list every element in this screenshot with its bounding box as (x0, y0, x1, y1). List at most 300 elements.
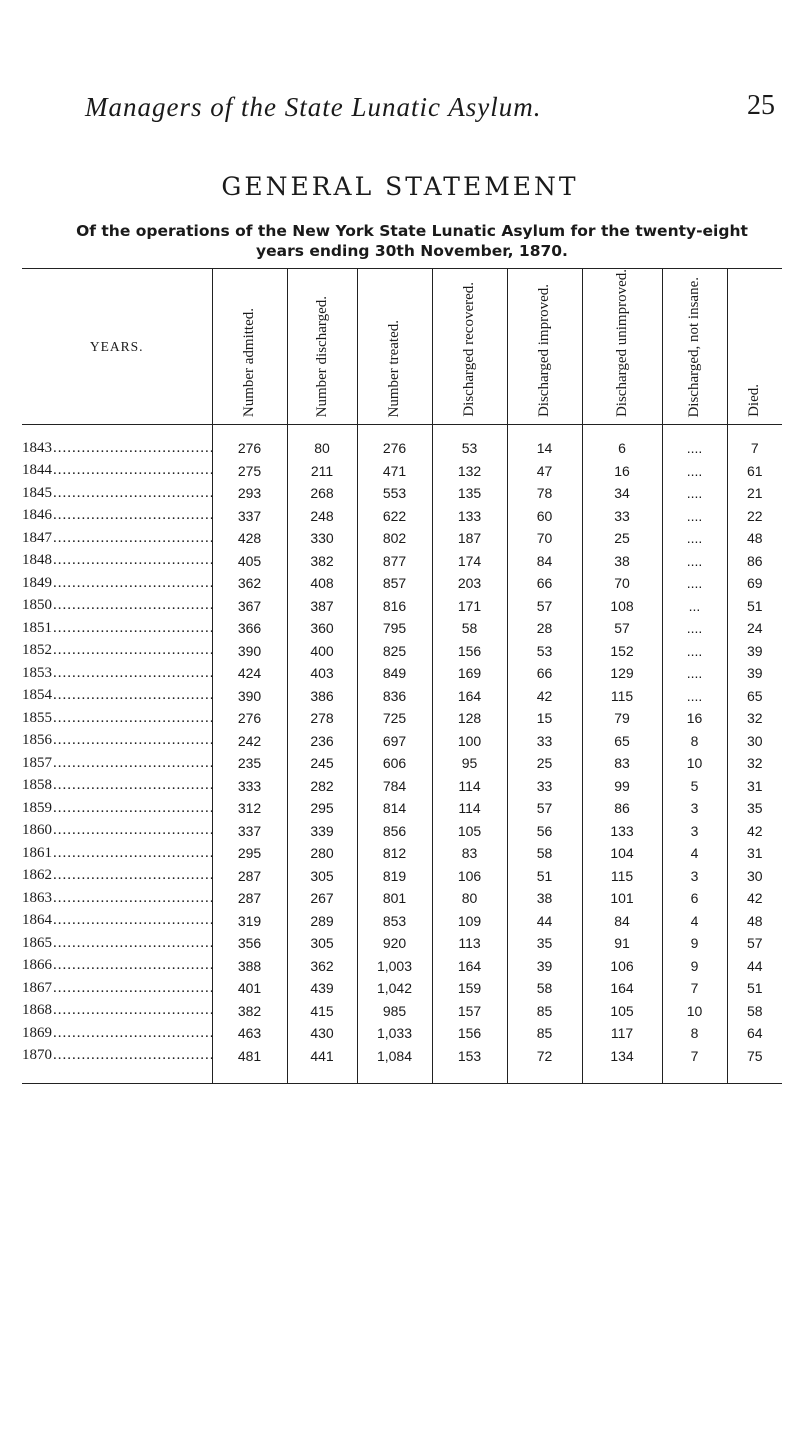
value-cell: 3 (662, 820, 727, 843)
value-cell: .... (662, 550, 727, 573)
value-cell: 553 (357, 482, 432, 505)
table-row (22, 752, 782, 775)
leader-dots (53, 1047, 212, 1064)
table-row (22, 640, 782, 663)
value-cell: 403 (287, 662, 357, 685)
year-label: 1854 (22, 687, 52, 704)
leader-dots (53, 867, 212, 884)
value-cell: 289 (287, 910, 357, 933)
value-cell: 362 (287, 955, 357, 978)
value-cell: 366 (212, 617, 287, 640)
table-row (22, 955, 782, 978)
value-cell: 7 (727, 425, 782, 460)
year-cell (22, 482, 212, 505)
table-body (22, 425, 782, 1084)
value-cell: 57 (507, 595, 582, 618)
value-cell: 8 (662, 730, 727, 753)
table-row (22, 730, 782, 753)
year-cell (22, 955, 212, 978)
column-header-label: Discharged recovered. (461, 282, 477, 418)
year-cell (22, 887, 212, 910)
value-cell: 428 (212, 527, 287, 550)
value-cell: 86 (727, 550, 782, 573)
value-cell: 83 (582, 752, 662, 775)
table-row (22, 460, 782, 483)
value-cell: 6 (582, 425, 662, 460)
column-header (287, 269, 357, 425)
value-cell: 32 (727, 752, 782, 775)
leader-dots (53, 485, 212, 502)
year-cell (22, 820, 212, 843)
value-cell: 853 (357, 910, 432, 933)
value-cell: 386 (287, 685, 357, 708)
year-cell-content (22, 912, 212, 929)
value-cell: 157 (432, 1000, 507, 1023)
column-header (507, 269, 582, 425)
column-header (432, 269, 507, 425)
value-cell: 825 (357, 640, 432, 663)
year-cell-content (22, 755, 212, 772)
year-cell (22, 775, 212, 798)
value-cell: 79 (582, 707, 662, 730)
year-label: 1867 (22, 979, 52, 996)
value-cell: 24 (727, 617, 782, 640)
table-row (22, 775, 782, 798)
value-cell: 280 (287, 842, 357, 865)
value-cell: 128 (432, 707, 507, 730)
year-cell-content (22, 687, 212, 704)
value-cell: 134 (582, 1045, 662, 1084)
year-cell-content (22, 957, 212, 974)
value-cell: 85 (507, 1022, 582, 1045)
table-row (22, 1045, 782, 1084)
value-cell: 101 (582, 887, 662, 910)
value-cell: 275 (212, 460, 287, 483)
value-cell: 51 (727, 977, 782, 1000)
table-row (22, 707, 782, 730)
value-cell: 28 (507, 617, 582, 640)
value-cell: 109 (432, 910, 507, 933)
year-cell-content (22, 732, 212, 749)
year-cell-content (22, 530, 212, 547)
value-cell: 75 (727, 1045, 782, 1084)
table-row (22, 505, 782, 528)
value-cell: 356 (212, 932, 287, 955)
year-cell (22, 932, 212, 955)
table-row (22, 1000, 782, 1023)
value-cell: 441 (287, 1045, 357, 1084)
value-cell: 7 (662, 1045, 727, 1084)
value-cell: 32 (727, 707, 782, 730)
column-header-label: Number treated. (386, 319, 402, 418)
year-label: 1850 (22, 597, 52, 614)
value-cell: 99 (582, 775, 662, 798)
year-label: 1869 (22, 1024, 52, 1041)
value-cell: 1,033 (357, 1022, 432, 1045)
value-cell: 117 (582, 1022, 662, 1045)
value-cell: .... (662, 640, 727, 663)
value-cell: 91 (582, 932, 662, 955)
value-cell: 362 (212, 572, 287, 595)
value-cell: 47 (507, 460, 582, 483)
year-cell (22, 707, 212, 730)
value-cell: 164 (432, 685, 507, 708)
value-cell: 70 (582, 572, 662, 595)
value-cell: 282 (287, 775, 357, 798)
value-cell: 80 (287, 425, 357, 460)
value-cell: 129 (582, 662, 662, 685)
value-cell: 415 (287, 1000, 357, 1023)
value-cell: 812 (357, 842, 432, 865)
table-row (22, 482, 782, 505)
value-cell: 10 (662, 752, 727, 775)
value-cell: 44 (727, 955, 782, 978)
value-cell: 430 (287, 1022, 357, 1045)
year-label: 1853 (22, 664, 52, 681)
value-cell: 245 (287, 752, 357, 775)
column-header-label: Number discharged. (313, 295, 330, 418)
value-cell: 78 (507, 482, 582, 505)
leader-dots (53, 1002, 212, 1019)
year-label: 1870 (22, 1047, 52, 1064)
value-cell: 132 (432, 460, 507, 483)
value-cell: 333 (212, 775, 287, 798)
value-cell: 83 (432, 842, 507, 865)
value-cell: 133 (582, 820, 662, 843)
value-cell: 58 (727, 1000, 782, 1023)
leader-dots (53, 687, 212, 704)
value-cell: 70 (507, 527, 582, 550)
value-cell: 25 (582, 527, 662, 550)
value-cell: 57 (507, 797, 582, 820)
value-cell: 836 (357, 685, 432, 708)
leader-dots (53, 912, 212, 929)
value-cell: 481 (212, 1045, 287, 1084)
leader-dots (53, 890, 212, 907)
year-cell (22, 460, 212, 483)
value-cell: 390 (212, 685, 287, 708)
value-cell: 156 (432, 640, 507, 663)
value-cell: 6 (662, 887, 727, 910)
year-label: 1862 (22, 867, 52, 884)
value-cell: 44 (507, 910, 582, 933)
value-cell: 42 (507, 685, 582, 708)
value-cell: 65 (727, 685, 782, 708)
value-cell: 61 (727, 460, 782, 483)
value-cell: 114 (432, 775, 507, 798)
table-row (22, 977, 782, 1000)
value-cell: 35 (507, 932, 582, 955)
column-header-label: Number admitted. (241, 307, 257, 418)
value-cell: 31 (727, 842, 782, 865)
year-cell-content (22, 620, 212, 637)
value-cell: 242 (212, 730, 287, 753)
value-cell: 100 (432, 730, 507, 753)
value-cell: 65 (582, 730, 662, 753)
table-row (22, 572, 782, 595)
year-label: 1866 (22, 957, 52, 974)
value-cell: 801 (357, 887, 432, 910)
year-label: 1848 (22, 552, 52, 569)
table-row (22, 797, 782, 820)
value-cell: 9 (662, 955, 727, 978)
leader-dots (53, 732, 212, 749)
column-header (212, 269, 287, 425)
year-label: 1857 (22, 754, 52, 771)
column-header-label: Died. (746, 384, 763, 418)
year-cell-content (22, 552, 212, 569)
value-cell: 408 (287, 572, 357, 595)
value-cell: 248 (287, 505, 357, 528)
value-cell: 849 (357, 662, 432, 685)
value-cell: 164 (582, 977, 662, 1000)
value-cell: 171 (432, 595, 507, 618)
value-cell: 39 (727, 662, 782, 685)
value-cell: 57 (727, 932, 782, 955)
table-header-row (22, 269, 782, 425)
value-cell: 38 (507, 887, 582, 910)
year-label: 1858 (22, 777, 52, 794)
value-cell: 819 (357, 865, 432, 888)
value-cell: 387 (287, 595, 357, 618)
value-cell: 268 (287, 482, 357, 505)
year-cell (22, 527, 212, 550)
year-label: 1847 (22, 529, 52, 546)
value-cell: 424 (212, 662, 287, 685)
value-cell: 278 (287, 707, 357, 730)
value-cell: 5 (662, 775, 727, 798)
value-cell: 135 (432, 482, 507, 505)
table-row (22, 550, 782, 573)
value-cell: 857 (357, 572, 432, 595)
value-cell: 69 (727, 572, 782, 595)
value-cell: .... (662, 527, 727, 550)
value-cell: 174 (432, 550, 507, 573)
value-cell: 113 (432, 932, 507, 955)
running-header (85, 92, 775, 132)
value-cell: 64 (727, 1022, 782, 1045)
year-cell (22, 595, 212, 618)
value-cell: 153 (432, 1045, 507, 1084)
year-cell (22, 550, 212, 573)
column-header-label: Discharged unimproved. (613, 269, 630, 418)
year-cell (22, 977, 212, 1000)
year-cell-content (22, 710, 212, 727)
year-label: 1845 (22, 484, 52, 501)
value-cell: 267 (287, 887, 357, 910)
year-cell-content (22, 800, 212, 817)
value-cell: 53 (432, 425, 507, 460)
leader-dots (53, 620, 212, 637)
column-header-label: Discharged improved. (536, 284, 552, 418)
leader-dots (53, 507, 212, 524)
table-row (22, 820, 782, 843)
leader-dots (53, 845, 212, 862)
value-cell: 38 (582, 550, 662, 573)
year-label: 1859 (22, 799, 52, 816)
value-cell: 9 (662, 932, 727, 955)
value-cell: 295 (212, 842, 287, 865)
value-cell: 382 (212, 1000, 287, 1023)
value-cell: 25 (507, 752, 582, 775)
year-cell-content (22, 1002, 212, 1019)
leader-dots (53, 552, 212, 569)
value-cell: 22 (727, 505, 782, 528)
value-cell: 35 (727, 797, 782, 820)
table-row (22, 595, 782, 618)
table-row (22, 932, 782, 955)
year-label: 1864 (22, 912, 52, 929)
value-cell: 360 (287, 617, 357, 640)
value-cell: 784 (357, 775, 432, 798)
year-cell-content (22, 867, 212, 884)
year-label: 1851 (22, 619, 52, 636)
value-cell: 30 (727, 730, 782, 753)
value-cell: 48 (727, 910, 782, 933)
value-cell: 8 (662, 1022, 727, 1045)
value-cell: 4 (662, 842, 727, 865)
year-cell (22, 1000, 212, 1023)
value-cell: 1,003 (357, 955, 432, 978)
year-label: 1849 (22, 574, 52, 591)
value-cell: .... (662, 425, 727, 460)
value-cell: 622 (357, 505, 432, 528)
value-cell: 3 (662, 865, 727, 888)
year-cell (22, 1022, 212, 1045)
value-cell: 31 (727, 775, 782, 798)
year-cell-content (22, 575, 212, 592)
year-cell-content (22, 1025, 212, 1042)
value-cell: 1,084 (357, 1045, 432, 1084)
value-cell: 51 (727, 595, 782, 618)
leader-dots (53, 822, 212, 839)
value-cell: 159 (432, 977, 507, 1000)
value-cell: 1,042 (357, 977, 432, 1000)
value-cell: 51 (507, 865, 582, 888)
value-cell: 34 (582, 482, 662, 505)
page-subtitle: Of the operations of the New York State Lunatic Asylum for the twenty-eight years ending 30th November, 1870. (76, 222, 748, 260)
value-cell: 95 (432, 752, 507, 775)
year-cell (22, 752, 212, 775)
table-row (22, 662, 782, 685)
column-header-label: Discharged, not insane. (686, 276, 702, 418)
value-cell: 86 (582, 797, 662, 820)
value-cell: 293 (212, 482, 287, 505)
value-cell: 276 (212, 707, 287, 730)
leader-dots (53, 755, 212, 772)
value-cell: 606 (357, 752, 432, 775)
year-cell-content (22, 462, 212, 479)
value-cell: 276 (212, 425, 287, 460)
value-cell: 439 (287, 977, 357, 1000)
value-cell: 115 (582, 865, 662, 888)
leader-dots (53, 462, 212, 479)
value-cell: 57 (582, 617, 662, 640)
year-cell-content (22, 1047, 212, 1064)
value-cell: .... (662, 685, 727, 708)
value-cell: 400 (287, 640, 357, 663)
value-cell: 42 (727, 820, 782, 843)
value-cell: 697 (357, 730, 432, 753)
year-label: 1843 (22, 439, 52, 456)
year-label: 1856 (22, 732, 52, 749)
value-cell: 287 (212, 887, 287, 910)
value-cell: 236 (287, 730, 357, 753)
value-cell: 276 (357, 425, 432, 460)
value-cell: 287 (212, 865, 287, 888)
value-cell: 337 (212, 505, 287, 528)
value-cell: 72 (507, 1045, 582, 1084)
page-title: GENERAL STATEMENT (221, 172, 579, 201)
table-row (22, 425, 782, 460)
year-label: 1860 (22, 822, 52, 839)
year-cell-content (22, 440, 212, 457)
value-cell: 106 (432, 865, 507, 888)
value-cell: 106 (582, 955, 662, 978)
column-header (727, 269, 782, 425)
value-cell: 58 (507, 977, 582, 1000)
year-label: 1846 (22, 507, 52, 524)
leader-dots (53, 642, 212, 659)
value-cell: 4 (662, 910, 727, 933)
table-row (22, 527, 782, 550)
year-cell (22, 572, 212, 595)
value-cell: 115 (582, 685, 662, 708)
value-cell: 169 (432, 662, 507, 685)
year-label: 1865 (22, 934, 52, 951)
value-cell: 104 (582, 842, 662, 865)
year-cell-content (22, 890, 212, 907)
year-cell-content (22, 935, 212, 952)
year-cell (22, 662, 212, 685)
value-cell: 463 (212, 1022, 287, 1045)
table-row (22, 842, 782, 865)
year-cell-content (22, 665, 212, 682)
leader-dots (53, 800, 212, 817)
value-cell: 305 (287, 865, 357, 888)
value-cell: 84 (507, 550, 582, 573)
value-cell: 795 (357, 617, 432, 640)
value-cell: 339 (287, 820, 357, 843)
year-cell (22, 730, 212, 753)
leader-dots (53, 1025, 212, 1042)
leader-dots (53, 665, 212, 682)
value-cell: 235 (212, 752, 287, 775)
table-row (22, 685, 782, 708)
leader-dots (53, 935, 212, 952)
year-label: 1863 (22, 889, 52, 906)
column-header (662, 269, 727, 425)
value-cell: 108 (582, 595, 662, 618)
value-cell: 203 (432, 572, 507, 595)
year-label: 1855 (22, 709, 52, 726)
value-cell: 985 (357, 1000, 432, 1023)
year-cell-content (22, 777, 212, 794)
leader-dots (53, 957, 212, 974)
value-cell: 66 (507, 662, 582, 685)
table-row (22, 910, 782, 933)
value-cell: 337 (212, 820, 287, 843)
value-cell: 105 (582, 1000, 662, 1023)
leader-dots (53, 530, 212, 547)
year-cell-content (22, 642, 212, 659)
value-cell: 60 (507, 505, 582, 528)
value-cell: 33 (507, 775, 582, 798)
value-cell: 401 (212, 977, 287, 1000)
value-cell: 80 (432, 887, 507, 910)
year-cell-content (22, 845, 212, 862)
value-cell: 15 (507, 707, 582, 730)
